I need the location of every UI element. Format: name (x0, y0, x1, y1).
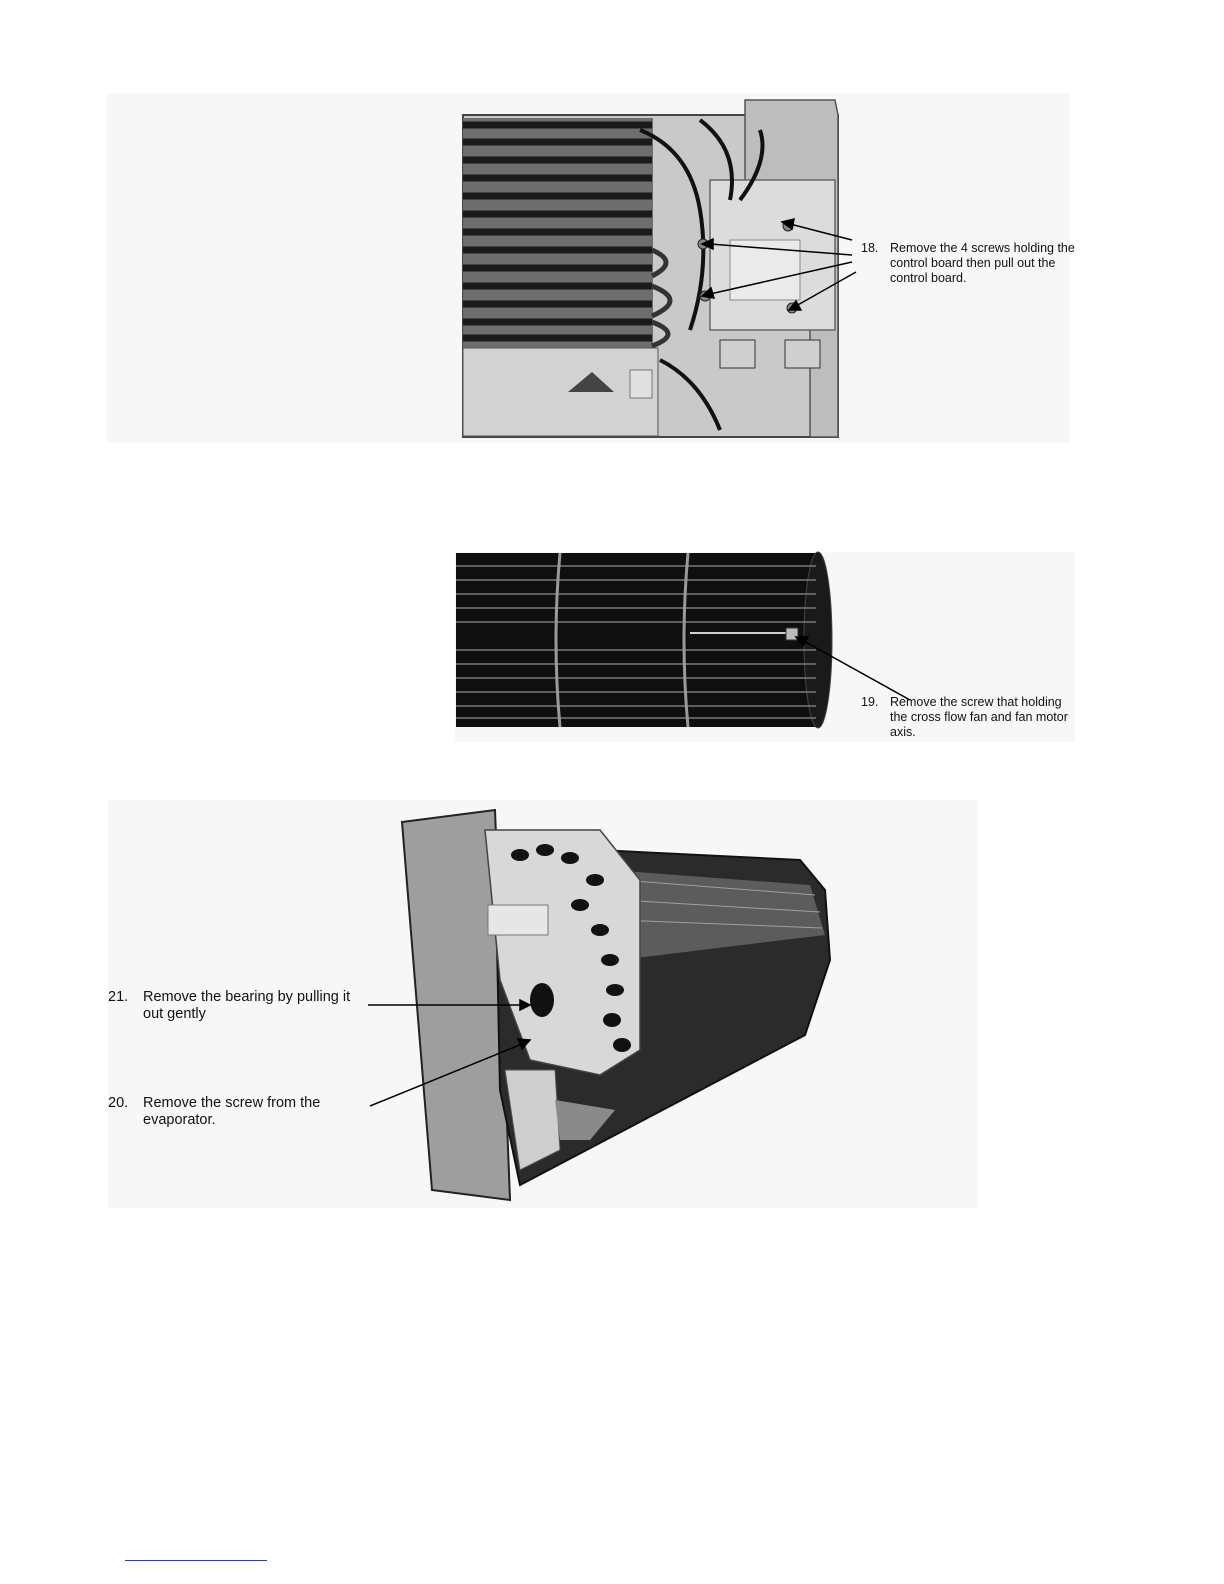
step-text-line2: the cross flow fan and fan motor (890, 710, 1068, 724)
step-text-line1: Remove the 4 screws holding the (890, 241, 1075, 255)
step-text-line1: Remove the bearing by pulling it (143, 989, 351, 1005)
step-number: 21. (108, 989, 129, 1005)
step-text-line2: evaporator. (143, 1112, 216, 1128)
footer-link-rule (125, 1560, 267, 1561)
step-20-caption (108, 1095, 368, 1129)
step-number: 20. (108, 1095, 129, 1111)
bracket (488, 905, 548, 935)
step-number: 18. (861, 241, 879, 255)
step-text-line2: control board then pull out the (890, 256, 1056, 270)
step-text-line2: out gently (143, 1006, 206, 1022)
step-text-line1: Remove the screw that holding (890, 695, 1062, 709)
step-text-line3: control board. (890, 271, 967, 285)
step-21-caption (108, 989, 368, 1023)
bearing (530, 983, 554, 1017)
step-text-line3: axis. (890, 725, 916, 739)
step-text-line1: Remove the screw from the (143, 1095, 321, 1111)
step-number: 19. (861, 695, 879, 709)
